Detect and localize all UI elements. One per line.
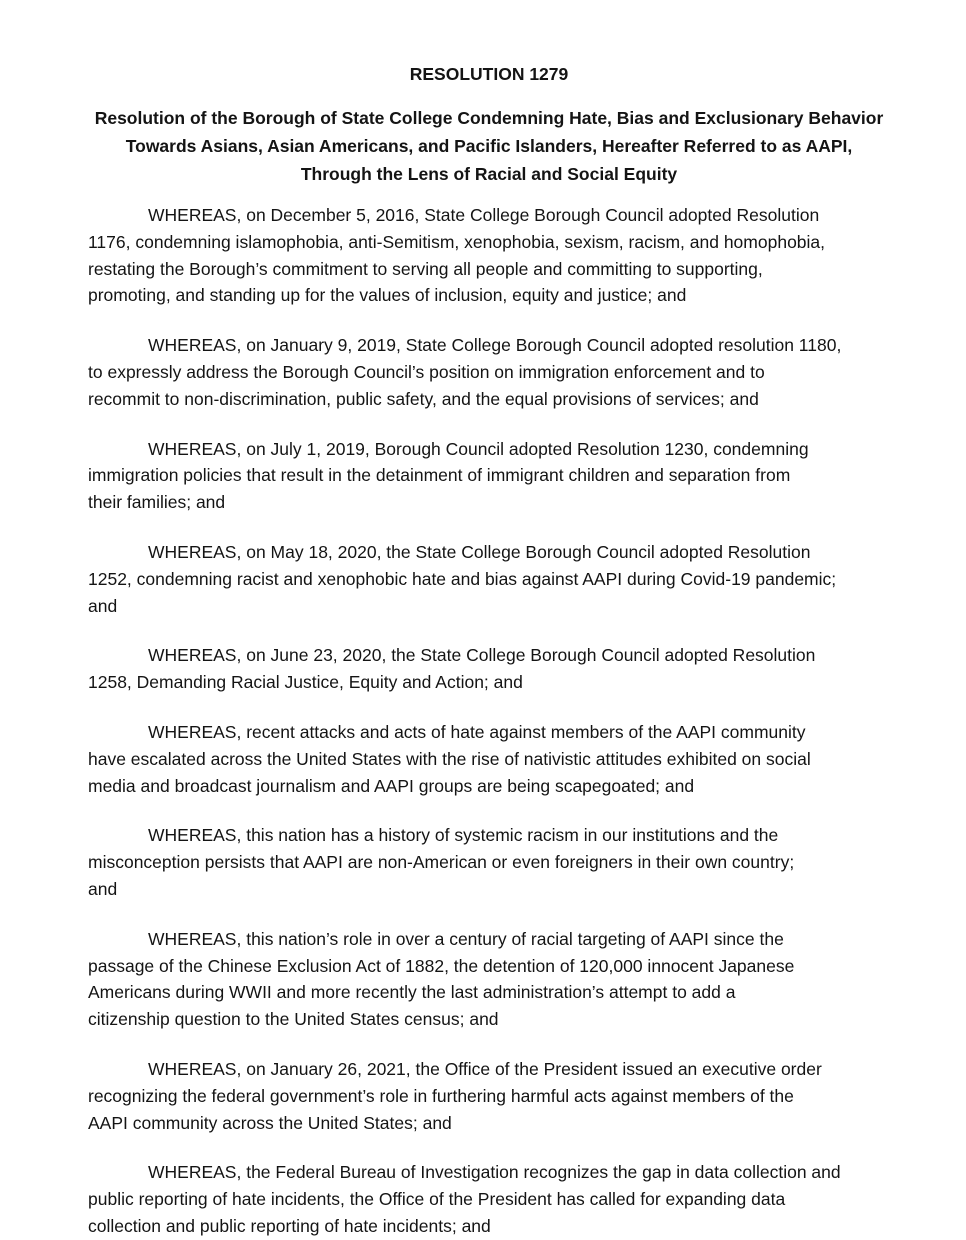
paragraph-line: misconception persists that AAPI are non-American or even foreigners in their own country; xyxy=(88,852,795,873)
paragraph-line: WHEREAS, on December 5, 2016, State College Borough Council adopted Resolution xyxy=(148,205,820,225)
paragraph-line: WHEREAS, this nation has a history of systemic racism in our institutions and the xyxy=(148,825,779,846)
resolution-title: RESOLUTION 1279 xyxy=(409,64,569,84)
paragraph-line: AAPI community across the United States; and xyxy=(88,1112,452,1133)
paragraph-line: media and broadcast journalism and AAPI groups are being scapegoated; and xyxy=(88,775,695,796)
paragraph-line: WHEREAS, on January 9, 2019, State College Borough Council adopted resolution 1180, xyxy=(148,335,842,356)
paragraph-line: and xyxy=(88,878,118,899)
whereas-paragraph xyxy=(88,1056,890,1136)
paragraph-line: promoting, and standing up for the values of inclusion, equity and justice; and xyxy=(88,285,687,306)
paragraph-line: have escalated across the United States with the rise of nativistic attitudes exhibited on social xyxy=(88,748,811,769)
paragraph-line: WHEREAS, recent attacks and acts of hate against members of the AAPI community xyxy=(148,721,806,742)
paragraph-line: recommit to non-discrimination, public safety, and the equal provisions of services; and xyxy=(88,388,759,409)
paragraph-line: and xyxy=(88,595,118,616)
paragraph-line: 1252, condemning racist and xenophobic hate and bias against AAPI during Covid-19 pandemic; xyxy=(88,568,837,589)
paragraph-line: WHEREAS, on July 1, 2019, Borough Council adopted Resolution 1230, condemning xyxy=(148,438,809,459)
paragraph-line: WHEREAS, on January 26, 2021, the Office of the President issued an executive order xyxy=(148,1058,822,1079)
paragraph-line: citizenship question to the United States census; and xyxy=(88,1009,499,1030)
resolution-subtitle xyxy=(88,104,890,188)
paragraph-line: 1176, condemning islamophobia, anti-Semitism, xenophobia, sexism, racism, and homophobia, xyxy=(88,231,826,252)
paragraph-line: WHEREAS, on May 18, 2020, the State College Borough Council adopted Resolution xyxy=(148,541,811,562)
whereas-clauses xyxy=(88,202,890,1240)
paragraph-line: collection and public reporting of hate incidents; and xyxy=(88,1215,491,1236)
paragraph-line: 1258, Demanding Racial Justice, Equity and Action; and xyxy=(88,672,523,693)
paragraph-line: public reporting of hate incidents, the Office of the President has called for expanding data xyxy=(88,1189,786,1210)
whereas-paragraph xyxy=(88,202,890,309)
paragraph-line: Americans during WWII and more recently the last administration’s attempt to add a xyxy=(88,982,736,1003)
subtitle-line: Through the Lens of Racial and Social Equity xyxy=(300,164,678,184)
paragraph-line: their families; and xyxy=(88,492,226,513)
whereas-paragraph xyxy=(88,719,890,799)
whereas-paragraph xyxy=(88,926,890,1033)
whereas-paragraph xyxy=(88,822,890,902)
paragraph-line: restating the Borough’s commitment to serving all people and committing to supporting, xyxy=(88,258,763,279)
paragraph-line: WHEREAS, this nation’s role in over a century of racial targeting of AAPI since the xyxy=(148,928,784,949)
whereas-paragraph xyxy=(88,642,890,696)
subtitle-line: Resolution of the Borough of State College Condemning Hate, Bias and Exclusionary Behavior xyxy=(94,108,884,128)
paragraph-line: WHEREAS, the Federal Bureau of Investigation recognizes the gap in data collection and xyxy=(148,1162,841,1183)
whereas-paragraph xyxy=(88,436,890,516)
paragraph-line: recognizing the federal government’s role in furthering harmful acts against members of the xyxy=(88,1085,794,1106)
whereas-paragraph xyxy=(88,332,890,412)
whereas-paragraph xyxy=(88,539,890,619)
paragraph-line: passage of the Chinese Exclusion Act of 1882, the detention of 120,000 innocent Japanese xyxy=(88,955,795,976)
paragraph-line: to expressly address the Borough Council’s position on immigration enforcement and to xyxy=(88,361,765,382)
subtitle-line: Towards Asians, Asian Americans, and Pacific Islanders, Hereafter Referred to as AAPI, xyxy=(125,136,853,156)
paragraph-line: immigration policies that result in the detainment of immigrant children and separation from xyxy=(88,465,791,486)
paragraph-line: WHEREAS, on June 23, 2020, the State College Borough Council adopted Resolution xyxy=(148,645,816,666)
